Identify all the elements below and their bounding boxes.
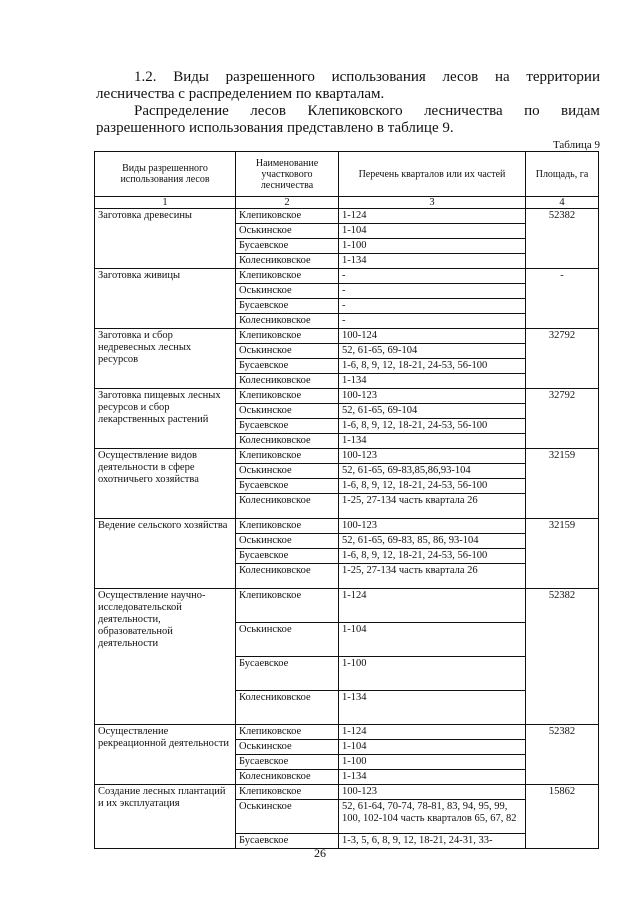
- area-cell: 32792: [526, 389, 599, 449]
- quarters-cell: 52, 61-65, 69-104: [339, 404, 526, 419]
- table-row: [95, 389, 599, 404]
- quarters-cell: 100-124: [339, 329, 526, 344]
- quarters-cell: -: [339, 314, 526, 329]
- quarters-cell: 52, 61-65, 69-83,85,86,93-104: [339, 464, 526, 479]
- forestry-cell: Клепиковское: [236, 519, 339, 534]
- quarters-cell: 1-25, 27-134 часть квартала 26: [339, 564, 526, 589]
- section-heading: [96, 69, 600, 137]
- quarters-cell: 1-100: [339, 239, 526, 254]
- table-header-row: [95, 152, 599, 197]
- forestry-cell: Колесниковское: [236, 691, 339, 725]
- quarters-cell: 100-123: [339, 389, 526, 404]
- forestry-cell: Колесниковское: [236, 434, 339, 449]
- table-row: [95, 269, 599, 284]
- use-type-cell: Создание лесных плантаций и их эксплуатация: [95, 785, 236, 849]
- heading-word: использования: [331, 69, 426, 85]
- column-number: 2: [236, 197, 339, 209]
- forestry-cell: Колесниковское: [236, 314, 339, 329]
- heading-word: лесов: [442, 69, 479, 85]
- forestry-cell: Бусаевское: [236, 239, 339, 254]
- forestry-cell: Оськинское: [236, 464, 339, 479]
- column-number: 1: [95, 197, 236, 209]
- heading-word: Виды: [173, 69, 209, 85]
- heading-word: разрешенного: [225, 69, 315, 85]
- heading-word: 1.2.: [134, 69, 157, 85]
- quarters-cell: 1-25, 27-134 часть квартала 26: [339, 494, 526, 519]
- quarters-cell: 52, 61-65, 69-83, 85, 86, 93-104: [339, 534, 526, 549]
- quarters-cell: 1-124: [339, 725, 526, 740]
- table-body: [95, 209, 599, 849]
- heading-word: по: [524, 103, 540, 119]
- quarters-cell: 1-104: [339, 623, 526, 657]
- forestry-cell: Колесниковское: [236, 374, 339, 389]
- area-cell: 15862: [526, 785, 599, 849]
- forestry-cell: Бусаевское: [236, 755, 339, 770]
- heading-word: видам: [561, 103, 600, 119]
- heading-word: Клепиковского: [307, 103, 403, 119]
- quarters-cell: 1-134: [339, 434, 526, 449]
- quarters-cell: 1-100: [339, 657, 526, 691]
- heading-word: лесничества: [424, 103, 503, 119]
- quarters-cell: 1-104: [339, 740, 526, 755]
- forestry-cell: Оськинское: [236, 623, 339, 657]
- quarters-cell: 1-6, 8, 9, 12, 18-21, 24-53, 56-100: [339, 359, 526, 374]
- use-type-cell: Заготовка древесины: [95, 209, 236, 269]
- column-header: Виды разрешенного использования лесов: [95, 152, 236, 197]
- forestry-cell: Клепиковское: [236, 209, 339, 224]
- table-row: [95, 785, 599, 800]
- quarters-cell: -: [339, 284, 526, 299]
- forestry-cell: Клепиковское: [236, 785, 339, 800]
- quarters-cell: 1-100: [339, 755, 526, 770]
- table-row: [95, 209, 599, 224]
- area-cell: 32159: [526, 449, 599, 519]
- heading-line-2: лесничества с распределением по кварталам.: [96, 86, 385, 102]
- column-header: Наименование участкового лесничества: [236, 152, 339, 197]
- quarters-cell: 1-124: [339, 589, 526, 623]
- quarters-cell: 100-123: [339, 785, 526, 800]
- quarters-cell: 1-104: [339, 224, 526, 239]
- use-type-cell: Ведение сельского хозяйства: [95, 519, 236, 589]
- forestry-cell: Бусаевское: [236, 299, 339, 314]
- use-type-cell: Заготовка и сбор недревесных лесных ресурсов: [95, 329, 236, 389]
- use-type-cell: Осуществление видов деятельности в сфере охотничьего хозяйства: [95, 449, 236, 519]
- quarters-cell: 100-123: [339, 519, 526, 534]
- forestry-cell: Колесниковское: [236, 564, 339, 589]
- page-number: 26: [314, 846, 326, 860]
- quarters-cell: 52, 61-65, 69-104: [339, 344, 526, 359]
- heading-line-4: разрешенного использования представлено в таблице 9.: [96, 120, 454, 136]
- forestry-cell: Оськинское: [236, 344, 339, 359]
- forestry-cell: Клепиковское: [236, 589, 339, 623]
- forestry-cell: Оськинское: [236, 284, 339, 299]
- table-row: [95, 725, 599, 740]
- forestry-cell: Бусаевское: [236, 479, 339, 494]
- quarters-cell: 1-134: [339, 770, 526, 785]
- quarters-cell: -: [339, 299, 526, 314]
- heading-line-1: [96, 69, 600, 86]
- table-caption: Таблица 9: [552, 139, 600, 151]
- forestry-cell: Клепиковское: [236, 725, 339, 740]
- use-type-cell: Заготовка живицы: [95, 269, 236, 329]
- forestry-cell: Оськинское: [236, 800, 339, 834]
- quarters-cell: 1-6, 8, 9, 12, 18-21, 24-53, 56-100: [339, 419, 526, 434]
- forestry-cell: Оськинское: [236, 224, 339, 239]
- quarters-cell: 1-124: [339, 209, 526, 224]
- forestry-cell: Клепиковское: [236, 269, 339, 284]
- forestry-cell: Бусаевское: [236, 419, 339, 434]
- heading-word: лесов: [250, 103, 286, 119]
- quarters-cell: 100-123: [339, 449, 526, 464]
- table-row: [95, 449, 599, 464]
- area-cell: 32792: [526, 329, 599, 389]
- column-header: Перечень кварталов или их частей: [339, 152, 526, 197]
- forestry-cell: Клепиковское: [236, 389, 339, 404]
- area-cell: 52382: [526, 209, 599, 269]
- forestry-cell: Оськинское: [236, 740, 339, 755]
- forestry-cell: Колесниковское: [236, 254, 339, 269]
- area-cell: -: [526, 269, 599, 329]
- quarters-cell: 1-3, 5, 6, 8, 9, 12, 18-21, 24-31, 33-: [339, 834, 526, 849]
- heading-word: Распределение: [134, 103, 229, 119]
- forestry-cell: Колесниковское: [236, 770, 339, 785]
- table-row: [95, 329, 599, 344]
- use-type-cell: Осуществление научно-исследовательской деятельности, образовательной деятельности: [95, 589, 236, 725]
- forestry-cell: Клепиковское: [236, 329, 339, 344]
- quarters-cell: 1-134: [339, 691, 526, 725]
- use-type-cell: Осуществление рекреационной деятельности: [95, 725, 236, 785]
- area-cell: 52382: [526, 725, 599, 785]
- forestry-cell: Оськинское: [236, 534, 339, 549]
- forestry-cell: Бусаевское: [236, 834, 339, 849]
- quarters-cell: 52, 61-64, 70-74, 78-81, 83, 94, 95, 99, 100, 102-104 часть кварталов 65, 67, 82: [339, 800, 526, 834]
- heading-word: на: [494, 69, 510, 85]
- forestry-cell: Колесниковское: [236, 494, 339, 519]
- column-number: 3: [339, 197, 526, 209]
- area-cell: 52382: [526, 589, 599, 725]
- forestry-cell: Бусаевское: [236, 657, 339, 691]
- column-number-row: [95, 197, 599, 209]
- forestry-cell: Клепиковское: [236, 449, 339, 464]
- area-cell: 32159: [526, 519, 599, 589]
- table-row: [95, 589, 599, 623]
- quarters-cell: 1-6, 8, 9, 12, 18-21, 24-53, 56-100: [339, 549, 526, 564]
- land-use-table: [94, 151, 599, 849]
- heading-word: территории: [526, 69, 600, 85]
- quarters-cell: 1-6, 8, 9, 12, 18-21, 24-53, 56-100: [339, 479, 526, 494]
- forestry-cell: Бусаевское: [236, 359, 339, 374]
- heading-line-3: [96, 103, 600, 120]
- column-number: 4: [526, 197, 599, 209]
- column-header: Площадь, га: [526, 152, 599, 197]
- quarters-cell: 1-134: [339, 374, 526, 389]
- quarters-cell: -: [339, 269, 526, 284]
- forestry-cell: Бусаевское: [236, 549, 339, 564]
- use-type-cell: Заготовка пищевых лесных ресурсов и сбор лекарственных растений: [95, 389, 236, 449]
- forestry-cell: Оськинское: [236, 404, 339, 419]
- table-row: [95, 519, 599, 534]
- quarters-cell: 1-134: [339, 254, 526, 269]
